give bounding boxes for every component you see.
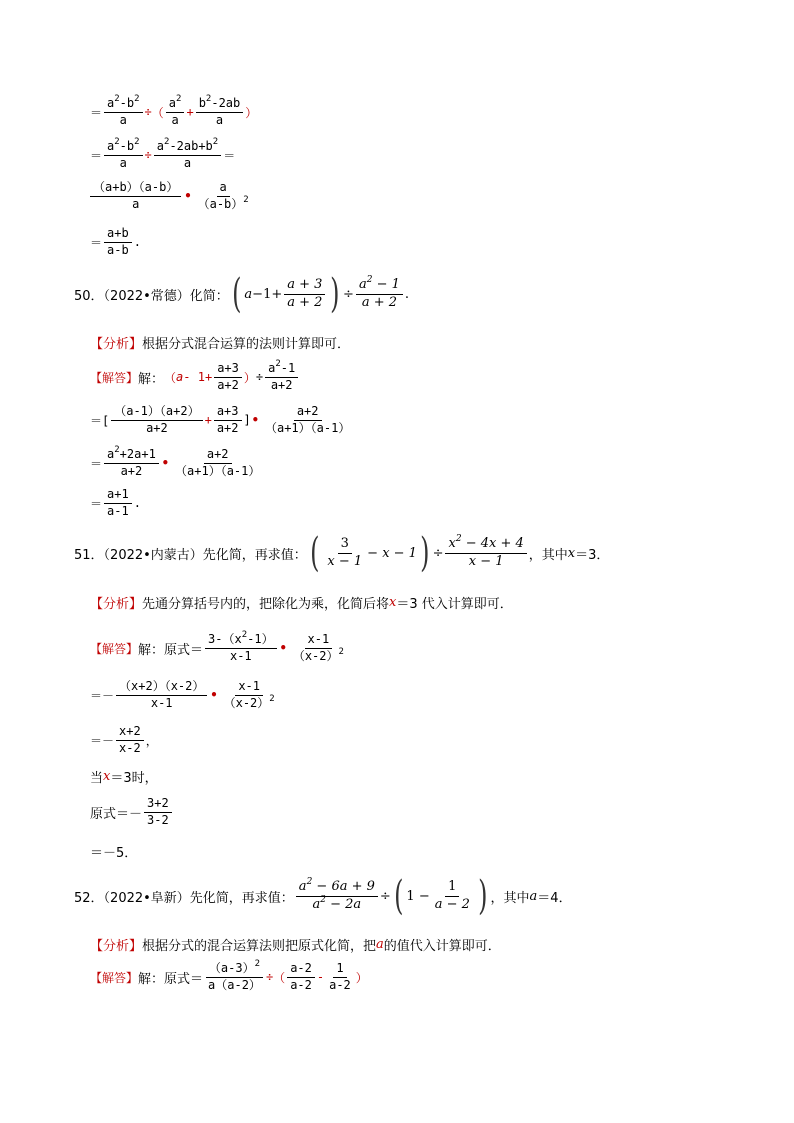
fraction: $\frac{3+2}{3-2}$ <box>144 797 172 828</box>
fraction: $\frac{a-2}{a-2}$ <box>287 962 315 993</box>
problem-50-analysis: 【分析】 根据分式混合运算的法则计算即可． <box>90 337 351 352</box>
step-line-2: ＝ $\frac{a^2-b^2}{a}$ ÷ $\frac{a^2-2ab+b^2}{a}$ ＝ <box>90 137 236 170</box>
fraction: $\frac{a^2-2ab+b^2}{a}$ <box>154 140 221 171</box>
problem-52-question: 52．（2022•阜新）先化简，再求值： $\frac{a^2 - 6a + 9}{a^2 - 2a}$ ÷ ( 1 − $\frac{1}{a - 2}$ ) ，其中 a ＝4． <box>74 873 572 919</box>
fraction: $\frac{a^2+2a+1}{a+2}$ <box>104 448 159 479</box>
problem-52-analysis: 【分析】 根据分式的混合运算法则把原式化简，把 a 的值代入计算即可． <box>90 937 501 954</box>
fraction: $\frac{(a-1)(a+2)}{a+2}$ <box>111 405 202 436</box>
fraction: $\frac{(a+b)(a-b)}{a}$ <box>90 181 181 212</box>
fraction: $\frac{1}{a - 2}$ <box>434 878 470 912</box>
fraction: $\frac{a+3}{a+2}$ <box>214 362 242 393</box>
fraction: $\frac{a+3}{a+2}$ <box>214 405 242 436</box>
step-line-1: ＝ $\frac{a^2-b^2}{a}$ ÷ （ $\frac{a^2}{a}$ + $\frac{b^2-2ab}{a}$ ） <box>90 94 258 127</box>
problem-51-answer-6: ＝－5． <box>90 846 138 861</box>
fraction: $\frac{x^2 - 4x + 4}{x - 1}$ <box>445 537 526 570</box>
problem-51-answer-1: 【解答】 解：原式＝ $\frac{3-(x^2-1)}{x-1}$ • $\frac{x-1}{(x-2)^2}$ <box>90 633 349 664</box>
fraction: $\frac{a}{(a-b)^2}$ <box>197 180 249 211</box>
step-line-3: $\frac{(a+b)(a-b)}{a}$ • $\frac{a}{(a-b)^2}$ <box>88 181 254 212</box>
fraction: $\frac{a^2}{a}$ <box>166 97 185 128</box>
fraction: $\frac{x-1}{(x-2)^2}$ <box>292 632 344 663</box>
fraction: $\frac{x-1}{(x-2)^2}$ <box>223 679 275 710</box>
fraction: $\frac{a+2}{(a+1)(a-1)}$ <box>264 404 351 435</box>
fraction: $\frac{a+b}{a-b}$ <box>104 227 132 258</box>
problem-50-answer-4: ＝ $\frac{a+1}{a-1}$ . <box>90 487 141 518</box>
problem-51-analysis: 【分析】 先通分算括号内的，把除化为乘，化简后将 x ＝3 代入计算即可． <box>90 595 513 612</box>
fraction: $\frac{3}{x - 1}$ <box>327 535 363 569</box>
fraction: $\frac{a^2-b^2}{a}$ <box>104 97 143 128</box>
fraction: $\frac{a+2}{(a+1)(a-1)}$ <box>175 447 261 478</box>
fraction: $\frac{(x+2)(x-2)}{x-1}$ <box>116 680 207 711</box>
problem-51-answer-4: 当 x ＝3时， <box>90 769 158 786</box>
problem-51-question: 51．（2022•内蒙古）先化简，再求值： ( $\frac{3}{x - 1}$ − x − 1 ) ÷ $\frac{x^2 - 4x + 4}{x - 1}$ ，其中 x ＝3． <box>74 530 610 576</box>
fraction: $\frac{1}{a-2}$ <box>329 961 351 992</box>
problem-52-answer-1: 【解答】 解：原式＝ $\frac{(a-3)^2}{a(a-2)}$ ÷ （ $\frac{a-2}{a-2}$ - $\frac{1}{a-2}$ ） <box>90 959 368 992</box>
fraction: $\frac{a^2-b^2}{a}$ <box>104 140 143 171</box>
problem-50-answer-1: 【解答】 解： （ a - 1+ $\frac{a+3}{a+2}$ ） ÷ $\frac{a^2-1}{a+2}$ <box>90 362 300 393</box>
fraction: $\frac{(a-3)^2}{a(a-2)}$ <box>205 962 264 993</box>
problem-51-answer-3: ＝－ $\frac{x+2}{x-2}$ ， <box>90 724 158 755</box>
problem-51-answer-5: 原式＝－ $\frac{3+2}{3-2}$ <box>90 797 174 828</box>
problem-50-answer-3: ＝ $\frac{a^2+2a+1}{a+2}$ • $\frac{a+2}{(a+1)(a-1)}$ <box>90 448 265 479</box>
step-line-4: ＝ $\frac{a+b}{a-b}$ . <box>90 226 141 257</box>
problem-51-answer-2: ＝－ $\frac{(x+2)(x-2)}{x-1}$ • $\frac{x-1}{(x-2)^2}$ <box>90 680 280 711</box>
fraction: $\frac{a+1}{a-1}$ <box>104 488 132 519</box>
fraction: $\frac{a^2-1}{a+2}$ <box>265 362 298 393</box>
fraction: $\frac{a^2 - 6a + 9}{a^2 - 2a}$ <box>296 880 378 913</box>
problem-50-answer-2: ＝[ $\frac{(a-1)(a+2)}{a+2}$ + $\frac{a+3}{a+2}$ ] • $\frac{a+2}{(a+1)(a-1)}$ <box>90 405 355 436</box>
fraction: $\frac{b^2-2ab}{a}$ <box>196 97 244 128</box>
fraction: $\frac{3-(x^2-1)}{x-1}$ <box>205 633 277 664</box>
fraction: $\frac{a^2 - 1}{a + 2}$ <box>356 278 403 311</box>
problem-50-question: 50．（2022•常德）化简： ( a −1+ $\frac{a + 3}{a + 2}$ ) ÷ $\frac{a^2 - 1}{a + 2}$ . <box>74 271 410 317</box>
fraction: $\frac{x+2}{x-2}$ <box>116 725 144 756</box>
fraction: $\frac{a + 3}{a + 2}$ <box>284 278 325 311</box>
